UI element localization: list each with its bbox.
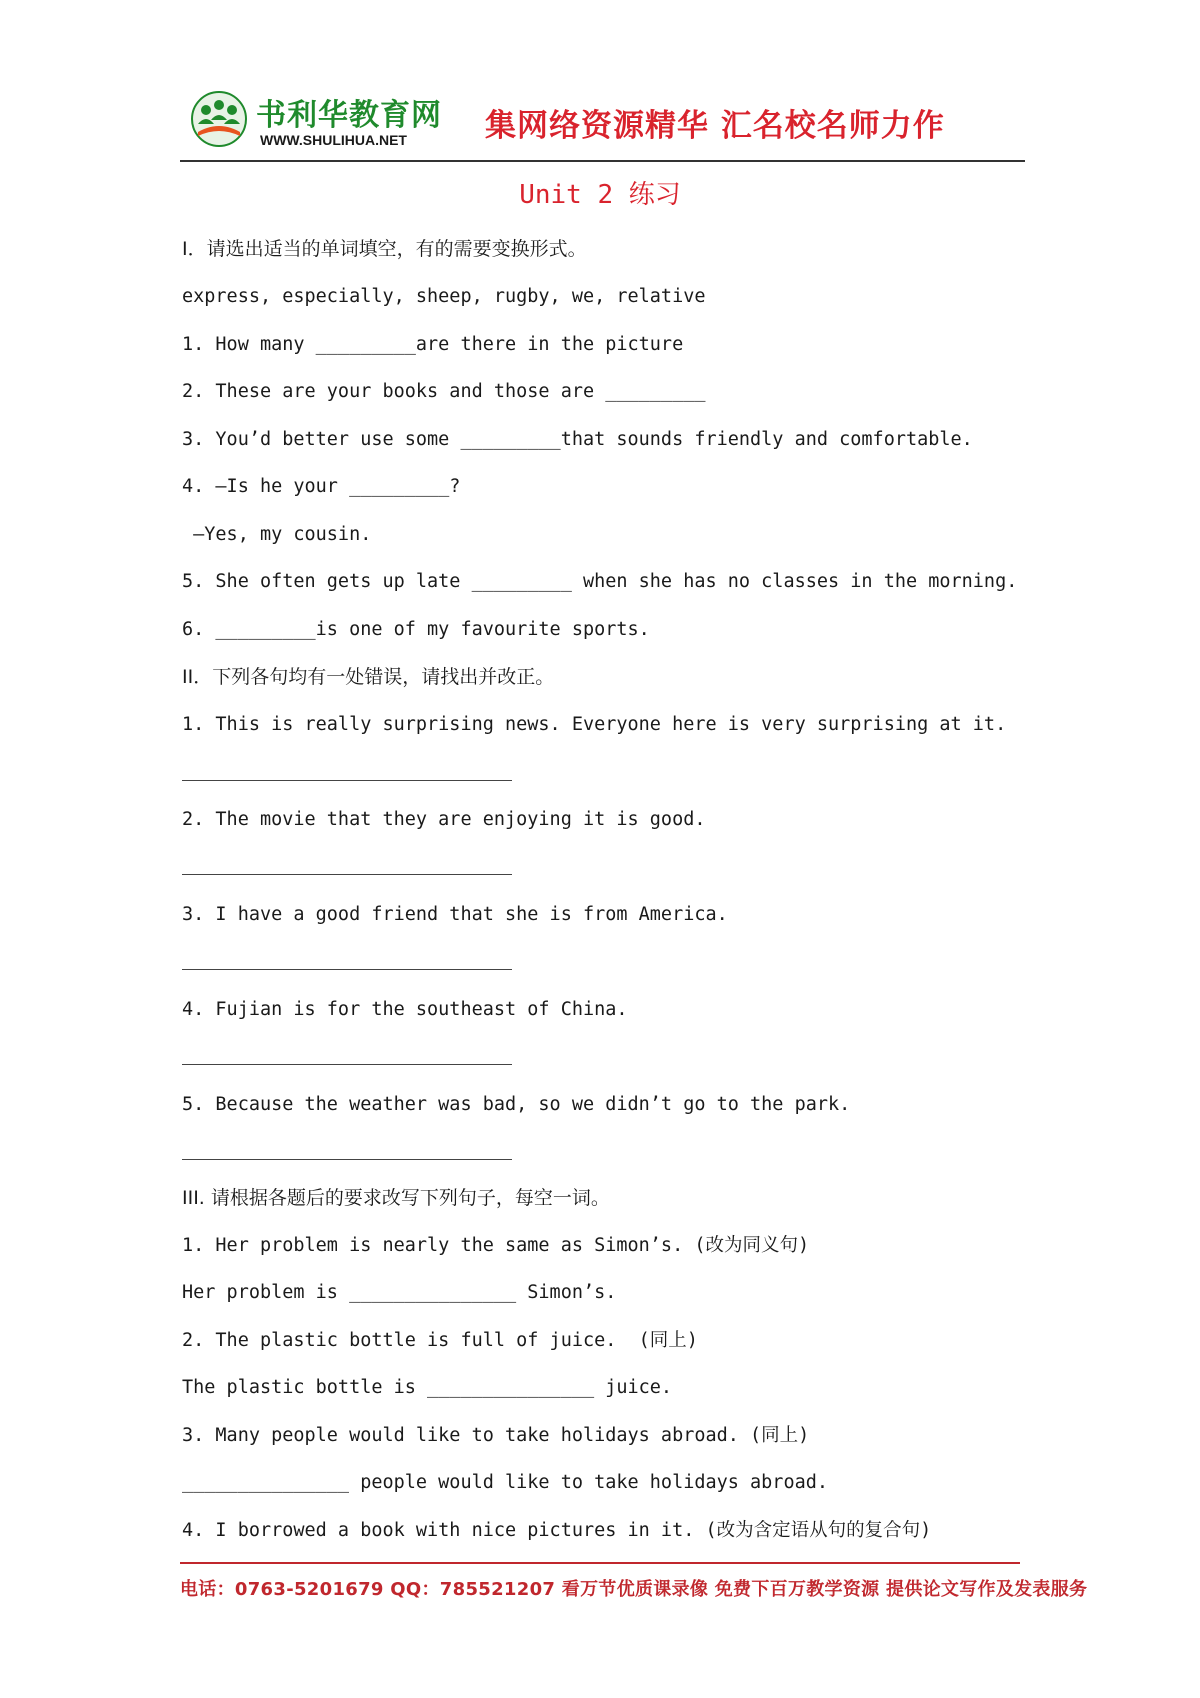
footer-divider (180, 1562, 1020, 1564)
header-slogan: 集网络资源精华 汇名校名师力作 (485, 108, 945, 144)
section3-item-3-rewrite: _______________ people would like to take holidays abroad. (182, 1472, 829, 1493)
word-bank: express, especially, sheep, rugby, we, relative (182, 286, 706, 307)
answer-line (182, 874, 512, 875)
site-header (180, 86, 1020, 156)
section1-item-4-answer: —Yes, my cousin. (182, 524, 372, 545)
section2-item-1: 1. This is really surprising news. Everyone here is very surprising at it. (182, 714, 1007, 735)
section1-item-2: 2. These are your books and those are _________ (182, 381, 706, 402)
answer-line (182, 1064, 512, 1065)
section1-item-4: 4. —Is he your _________? (182, 476, 461, 497)
section2-item-2: 2. The movie that they are enjoying it is good. (182, 809, 706, 830)
section3-item-2: 2. The plastic bottle is full of juice. (同上) (182, 1330, 698, 1351)
section3-item-4: 4. I borrowed a book with nice pictures in it. (改为含定语从句的复合句) (182, 1520, 932, 1541)
page-title: Unit 2 练习 (519, 180, 681, 210)
section3-item-1: 1. Her problem is nearly the same as Simon’s. (改为同义句) (182, 1235, 810, 1256)
section1-item-5: 5. She often gets up late _________ when she has no classes in the morning. (182, 571, 1018, 592)
section1-item-1: 1. How many _________are there in the picture (182, 334, 684, 355)
section3-item-1-rewrite: Her problem is _______________ Simon’s. (182, 1282, 617, 1303)
header-divider (180, 160, 1025, 162)
section3-item-3: 3. Many people would like to take holidays abroad. (同上) (182, 1425, 810, 1446)
section1-heading: I．请选出适当的单词填空，有的需要变换形式。 (182, 238, 587, 260)
section1-item-6: 6. _________is one of my favourite sports. (182, 619, 650, 640)
section2-item-5: 5. Because the weather was bad, so we didn’t go to the park. (182, 1094, 851, 1115)
answer-line (182, 1159, 512, 1160)
section3-item-2-rewrite: The plastic bottle is _______________ juice. (182, 1377, 673, 1398)
logo-url[interactable]: WWW.SHULIHUA.NET (260, 132, 407, 148)
section2-heading: II．下列各句均有一处错误，请找出并改正。 (182, 666, 555, 688)
answer-line (182, 969, 512, 970)
site-logo (180, 86, 460, 156)
section1-item-3: 3. You’d better use some _________that sounds friendly and comfortable. (182, 429, 973, 450)
logo-chinese-name: 书利华教育网 (256, 98, 442, 133)
answer-line (182, 780, 512, 781)
section2-item-3: 3. I have a good friend that she is from America. (182, 904, 728, 925)
logo-people-icon (190, 90, 248, 148)
footer-contact: 电话：0763-5201679 QQ：785521207 看万节优质课录像 免费下百万教学资源 提供论文写作及发表服务 (180, 1579, 1088, 1600)
section3-heading: III. 请根据各题后的要求改写下列句子，每空一词。 (182, 1187, 610, 1209)
section2-item-4: 4. Fujian is for the southeast of China. (182, 999, 628, 1020)
